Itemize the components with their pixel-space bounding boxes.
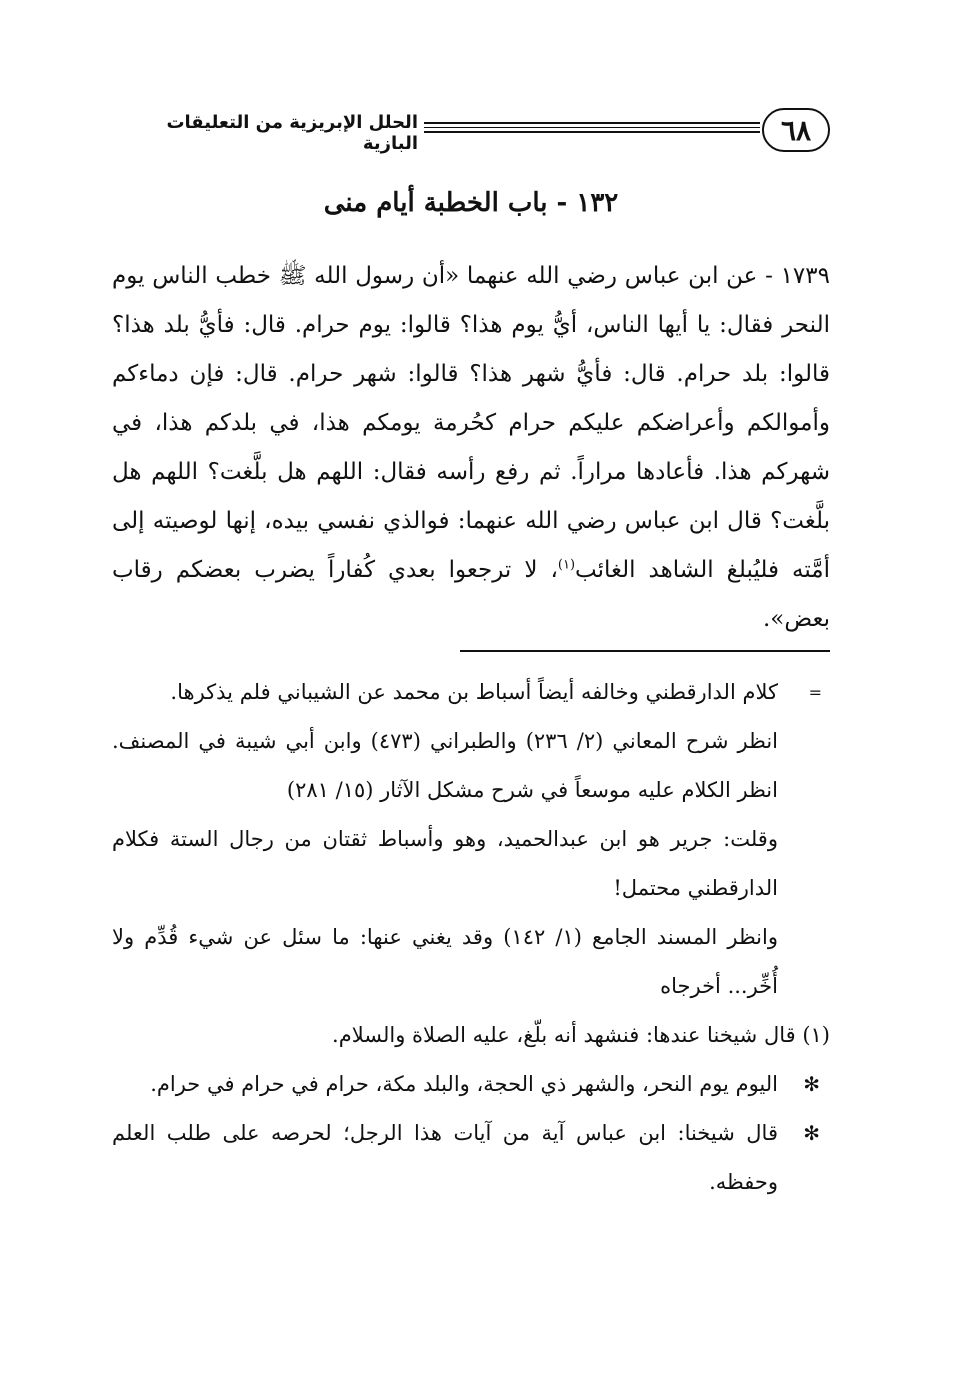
- footnote-paragraph: وانظر المسند الجامع (١/ ١٤٢) وقد يغني عنها: ما سئل عن شيء قُدِّم ولا أُخِّر... أخرجاه: [112, 925, 778, 998]
- footnote-paragraph: انظر شرح المعاني (٢/ ٢٣٦) والطبراني (٤٧٣) وابن أبي شيبة في المصنف. انظر الكلام عليه موسعاً في شرح مشكل الآثار (١٥/ ٢٨١): [112, 729, 779, 802]
- page-header: [112, 108, 830, 158]
- footnote-continuation: [112, 668, 830, 1011]
- bullet-note: [112, 1109, 830, 1207]
- hadith-ending: ، لا ترجعوا بعدي كُفاراً يضرب بعضكم رقاب بعض».: [112, 557, 830, 632]
- footnote-separator: [460, 650, 830, 652]
- hadith-text: [112, 252, 830, 644]
- chapter-title: ١٣٢ - باب الخطبة أيام منى: [323, 188, 619, 218]
- bullet-text: اليوم يوم النحر، والشهر ذي الحجة، والبلد مكة، حرام في حرام في حرام.: [150, 1072, 778, 1096]
- footnote-1: (١) قال شيخنا عندها: فنشهد أنه بلّغ، عليه الصلاة والسلام.: [332, 1023, 830, 1047]
- bullet-text: قال شيخنا: ابن عباس آية من آيات هذا الرجل؛ لحرصه على طلب العلم وحفظه.: [112, 1121, 778, 1194]
- page-number: ٦٨: [762, 108, 830, 152]
- header-rule: [424, 122, 760, 133]
- continuation-mark: =: [808, 683, 822, 702]
- footnote-paragraph: كلام الدارقطني وخالفه أيضاً أسباط بن محمد عن الشيباني فلم يذكرها.: [170, 680, 778, 704]
- asterisk-icon: ✻: [803, 1121, 820, 1145]
- asterisk-icon: ✻: [803, 1072, 820, 1096]
- footnote-paragraph: وقلت: جرير هو ابن عبدالحميد، وهو وأسباط ثقتان من رجال الستة فكلام الدارقطني محتمل!: [112, 827, 778, 900]
- book-title: الحلل الإبريزية من التعليقات البازية: [166, 112, 418, 154]
- bullet-note: [112, 1060, 830, 1109]
- hadith-body: ١٧٣٩ - عن ابن عباس رضي الله عنهما «أن رسول الله ﷺ خطب الناس يوم النحر فقال: يا أيها الناس، أيُّ يوم هذا؟ قالوا: يوم حرام. قال: فأيُّ بلد هذا؟ قالوا: بلد حرام. قال: فأيُّ شهر هذا؟ قالوا: شهر حرام. قال: فإن دماءكم وأموالكم وأعراضكم عليكم حرام كحُرمة يومكم هذا، في بلدكم هذا، في شهركم هذا. فأعادها مراراً. ثم رفع رأسه فقال: اللهم هل بلَّغت؟ اللهم هل بلَّغت؟ قال ابن عباس رضي الله عنهما: فوالذي نفسي بيده، إنها لوصيته إلى أمَّته فليُبلغ الشاهد الغائب: [112, 263, 830, 583]
- footnote-marker: (١): [557, 557, 576, 573]
- footnotes-section: [112, 668, 830, 1207]
